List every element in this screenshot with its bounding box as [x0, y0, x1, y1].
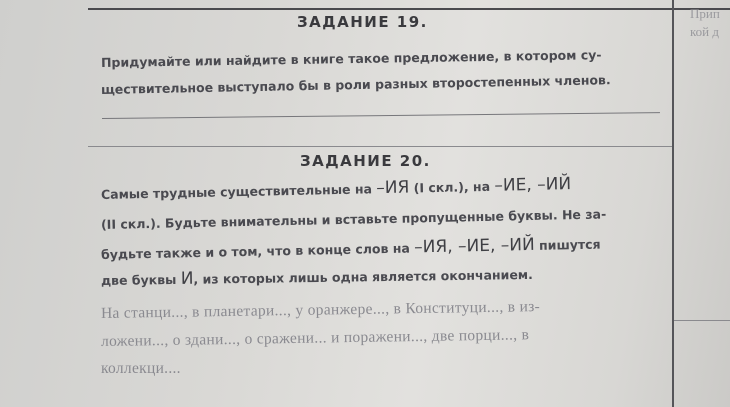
task19-text-line-2: ществительное выступало бы в роли разных второстепенных членов. — [100, 72, 611, 97]
endings-iya-ie-iy: –ИЯ, –ИЕ, –ИЙ — [413, 234, 535, 258]
task19-text-line-1: Придумайте или найдите в книге такое предложение, в котором су- — [100, 47, 602, 70]
side-margin-text-1: Прип — [690, 6, 720, 21]
task20-title: ЗАДАНИЕ 20. — [300, 152, 431, 170]
task20-text-line-2: (II скл.). Будьте внимательны и вставьте пропущенные буквы. Не за- — [100, 206, 607, 232]
side-margin-text-2: кой д — [690, 24, 719, 39]
task19-answer-line — [102, 112, 660, 119]
task20-text-line-4-a: две буквы — [100, 271, 181, 288]
task20-text-line-3 — [101, 234, 601, 264]
task20-separator-line — [88, 146, 672, 147]
task20-text-line-1-c: (I скл.), на — [409, 178, 495, 196]
exercise-line-3: коллекци.... — [101, 360, 181, 377]
right-column-divider — [672, 0, 674, 407]
task20-text-line-4-c: , из которых лишь одна является окончанием. — [193, 266, 533, 287]
letter-i: И — [180, 268, 194, 289]
task19-title: ЗАДАНИЕ 19. — [297, 13, 428, 31]
task20-text-line-4 — [101, 264, 533, 290]
task20-text-line-3-c: пишутся — [534, 236, 601, 253]
exercise-line-1: На станци..., в планетари..., у оранжере..., в Конституци..., в из- — [100, 298, 541, 322]
ending-ie-iy: –ИЕ, –ИЙ — [494, 174, 572, 196]
exercise-line-2: ложени..., о здани..., о сражени... и поражени..., две порци..., в — [100, 326, 530, 350]
top-border-line — [88, 8, 730, 10]
right-margin-line — [674, 320, 730, 321]
ending-iya: –ИЯ — [376, 177, 410, 199]
task20-text-line-3-a: будьте также и о том, что в конце слов на — [100, 240, 415, 262]
task20-text-line-1-a: Самые трудные существительные на — [100, 181, 377, 202]
task20-text-line-1 — [101, 174, 571, 204]
